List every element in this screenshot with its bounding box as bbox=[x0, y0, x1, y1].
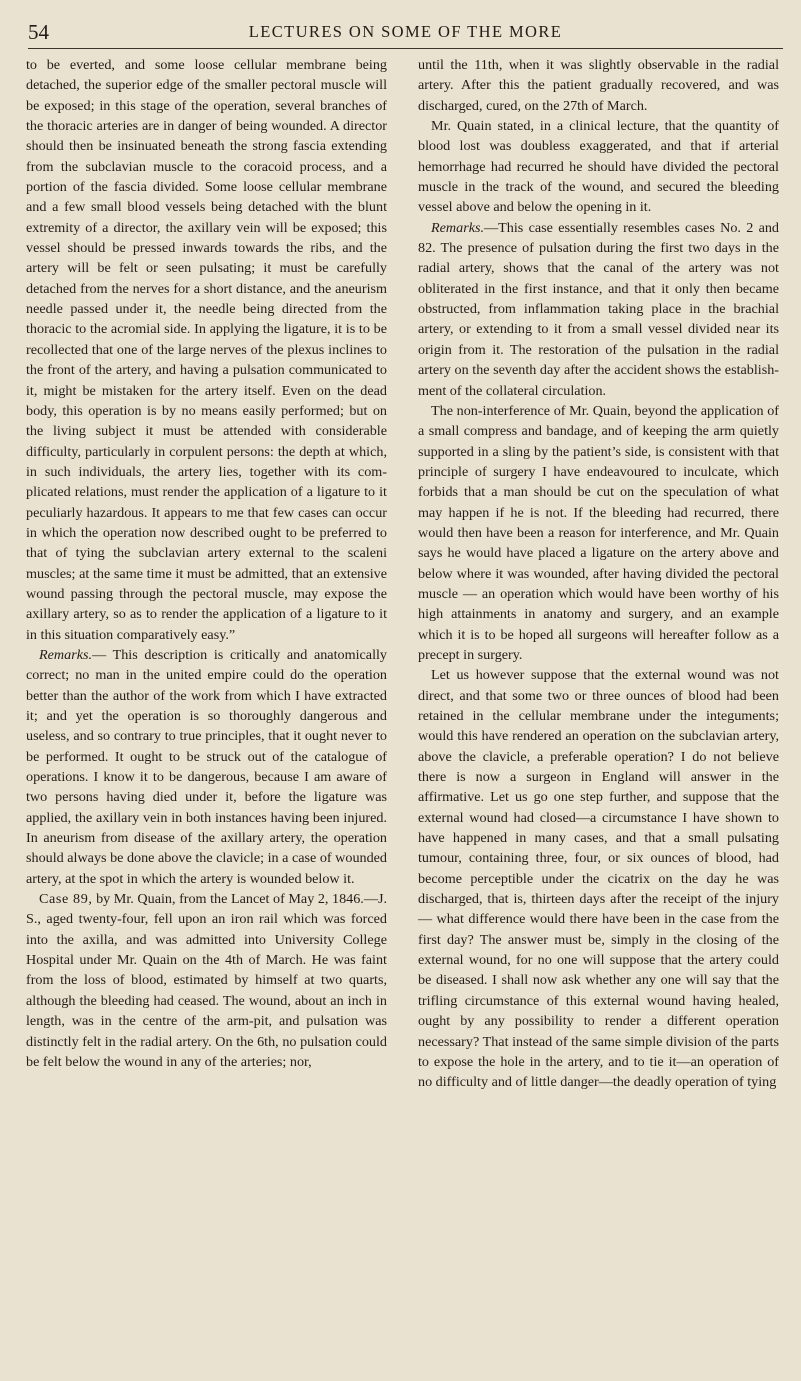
remarks-label: Remarks. bbox=[431, 219, 485, 236]
paragraph-case bbox=[26, 889, 387, 1072]
page-number: 54 bbox=[28, 20, 49, 44]
left-column bbox=[26, 55, 387, 1072]
paragraph-remarks bbox=[26, 645, 387, 889]
paragraph-text: —This case essentially resembles cases No. 2 and 82. The presence of pulsation during the first two days in the radial artery, shows that the canal of the artery was not obliterated in the first instance, and that it only then became obstructed, from inflammation taking place in the brachial artery, or extending to it from a small vessel divided near its origin from it. The restoration of the pulsation in the radial artery on the seventh day after the accident shows the establishment of the collateral circulation. bbox=[418, 219, 779, 399]
paragraph-remarks bbox=[418, 218, 779, 401]
paragraph-text: by Mr. Quain, from the Lancet of May 2, 1846.—J. S., aged twenty-four, fell upon an iron rail which was forced into the axilla, and was admitted into University College Hospital under Mr. Quain on the 4th of March. He was faint from the loss of blood, estimated by himself at two quarts, although the bleeding had ceased. The wound, about an inch in length, was in the centre of the arm-pit, and pulsation was distinctly felt in the radial artery. On the 6th, no pulsation could be felt below the wound in any of the arteries; nor, bbox=[26, 891, 387, 1070]
remarks-label: Remarks. bbox=[39, 646, 93, 663]
paragraph: The non-interference of Mr. Quain, beyond the application of a small compress and bandage, and of keeping the arm quietly supported in a sling by the patient’s side, is consistent with that principle of surgery I have endeavoured to inculcate, which forbids that a man should be cut on the speculation of what may happen if he is not. If the bleeding had recurred, there would then have been a reason for interference, and Mr. Quain says he would have placed a ligature on the artery above and below where it was wounded, after having divided the pectoral muscle — an operation which would have been worthy of his high attainments in anatomy and surgery, and an example which it is to be hoped all surgeons will hereafter follow as a precept in surgery. bbox=[418, 402, 779, 663]
page-header bbox=[28, 20, 783, 48]
paragraph-text: — This description is critically and anatomically correct; no man in the united empire could do the operation better than the author of the work from which I have extracted it; and yet the operation is so thoroughly dangerous and useless, and so contrary to true principles, that it ought never to be performed. It ought to be struck out of the catalogue of operations. I know it to be dangerous, because I am aware of two persons having died under it, before the ligature was applied, the axillary vein in both instances having been injured. In aneurism from disease of the axillary artery, the operation should always be done above the clavicle; in a case of wounded artery, at the spot in which the artery is wounded below it. bbox=[26, 646, 387, 887]
running-title: LECTURES ON SOME OF THE MORE bbox=[248, 22, 563, 41]
paragraph: until the 11th, when it was slightly observable in the radial artery. After this the patient gradually recovered, and was discharged, cured, on the 27th of March. bbox=[418, 57, 779, 114]
right-column bbox=[418, 55, 779, 1093]
header-rule bbox=[28, 48, 783, 49]
case-label: Case 89, bbox=[39, 891, 93, 908]
paragraph: Mr. Quain stated, in a clinical lecture, that the quantity of blood lost was doubless exaggerated, and that if arterial hemorrhage had recurred he should have divided the pectoral muscle in the track of the wound, and secured the bleeding vessel above and below the opening in it. bbox=[418, 118, 779, 216]
paragraph: to be everted, and some loose cellular membrane being detached, the superior edge of the smaller pectoral muscle will be exposed; in this stage of the operation, several branches of the thoracic arteries are in danger of being wounded. A director should then be insinuated beneath the strong fascia extending from the subclavian muscle to the coracoid process, and a portion of the fascia divided. Some loose cellular membrane and a few small blood vessels being detached with the blunt extremity of a director, the axillary vein will be exposed; this vessel should be pressed inwards towards the ribs, and the artery will be felt or seen pulsating; it must be carefully detached from the nerves for a short distance, and the aneurism needle passed under it, the needle being directed from the thoracic to the acromial side. In applying the ligature, it is to be recollected that one of the large nerves of the plexus inclines to the front of the artery, and having a pulsation communicated to it, might be mistaken for the artery itself. Even on the dead body, this operation is by no means easily performed; but on the living subject it must be attended with considerable difficulty, particularly in corpulent persons: the depth at which, in such individuals, the artery lies, together with its complicated relations, must render the application of a ligature to it peculiarly hazardous. It appears to me that few cases can occur in which the operation now described ought to be preferred to that of tying the subclavian artery external to the scaleni muscles; at the same time it must be admitted, that an extensive wound passing through the pectoral muscle, may expose the axillary artery, so as to render the application of a ligature to it in this situation comparatively easy.” bbox=[26, 57, 387, 643]
paragraph: Let us however suppose that the external wound was not direct, and that some two or three ounces of blood had been retained in the cellular membrane under the integuments; would this have rendered an operation on the subclavian artery, above the clavicle, a preferable operation? I do not believe there is now a surgeon in England will answer in the affirmative. Let us go one step further, and suppose that the external wound had closed—a circumstance I have shown to have happened in many cases, and that a small pulsating tumour, containing three, four, or six ounces of blood, had become perceptible under the cicatrix on the day he was discharged, that is, thirteen days after the receipt of the injury — what difference would there have been in the case from the first day? The answer must be, simply in the closing of the external wound, for no one will suppose that the artery could be diseased. I shall now ask whether any one will say that the trifling circumstance of this external wound having healed, ought by any possibility to render a different operation necessary? That instead of the same simple division of the parts to expose the hole in the artery, and to tie it—an operation of no difficulty and of little danger—the deadly operation of tying bbox=[418, 667, 779, 1091]
